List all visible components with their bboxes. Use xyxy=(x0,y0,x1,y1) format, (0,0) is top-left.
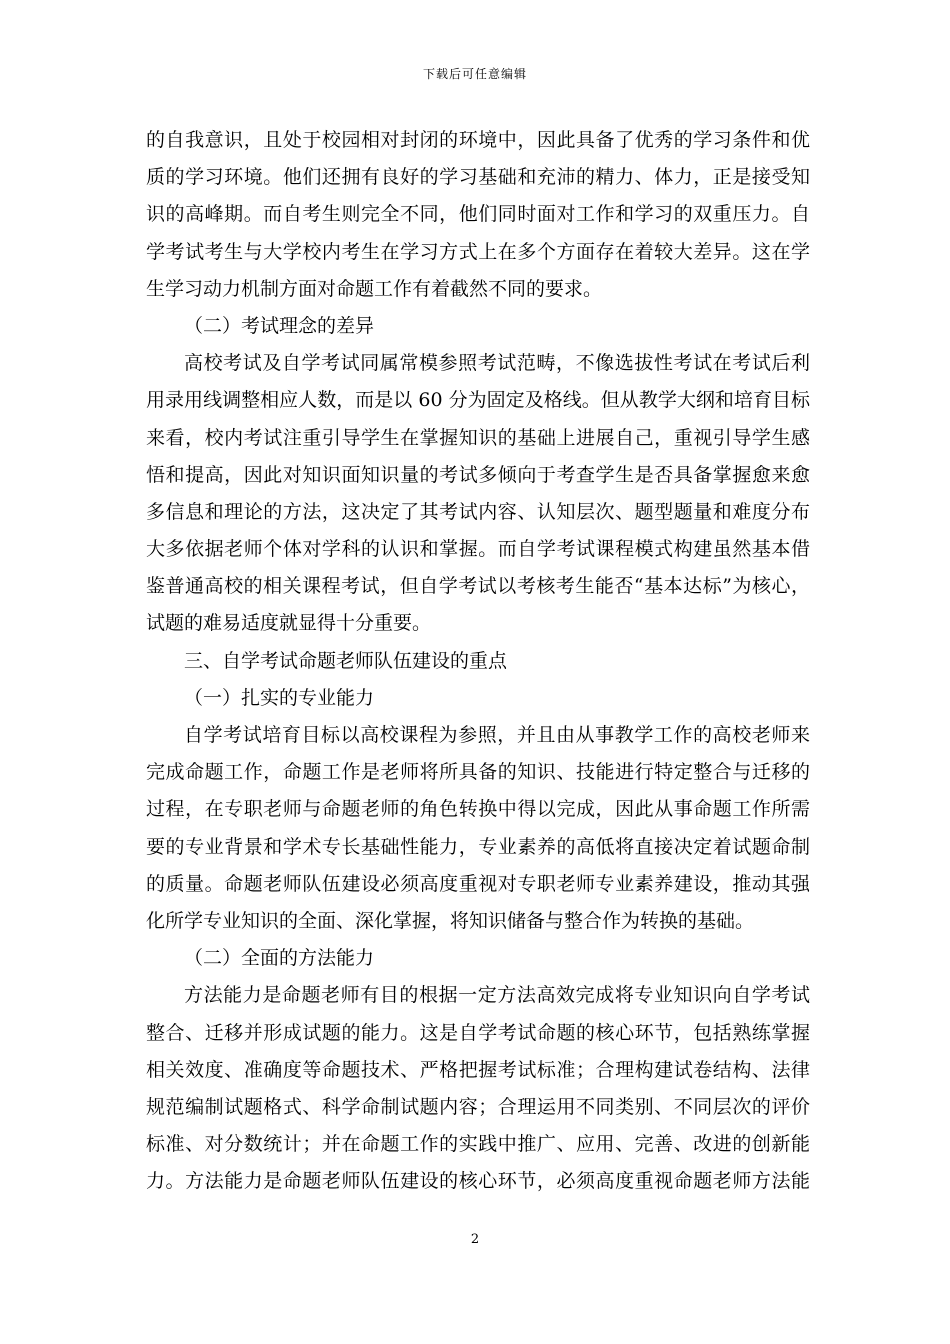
body-line: 的质量。命题老师队伍建设必须高度重视对专职老师专业素养建设，推动其强 xyxy=(146,872,810,895)
section-heading: （二）考试理念的差异 xyxy=(184,314,375,337)
body-line: 化所学专业知识的全面、深化掌握，将知识储备与整合作为转换的基础。 xyxy=(146,909,755,932)
section-heading: 三、自学考试命题老师队伍建设的重点 xyxy=(184,649,508,672)
body-line: 来看，校内考试注重引导学生在掌握知识的基础上进展自己，重视引导学生感 xyxy=(146,426,810,449)
body-line: 高校考试及自学考试同属常模参照考试范畴，不像选拔性考试在考试后利 xyxy=(184,352,810,375)
body-line: 生学习动力机制方面对命题工作有着截然不同的要求。 xyxy=(146,277,603,300)
body-line: 试题的难易适度就显得十分重要。 xyxy=(146,612,432,635)
body-line: 多信息和理论的方法，这决定了其考试内容、认知层次、题型题量和难度分布 xyxy=(146,500,810,523)
body-line: 质的学习环境。他们还拥有良好的学习基础和充沛的精力、体力，正是接受知 xyxy=(146,166,810,189)
document-body xyxy=(146,122,810,1200)
body-line: 自学考试培育目标以高校课程为参照，并且由从事教学工作的高校老师来 xyxy=(184,724,810,746)
body-line: 鉴普通高校的相关课程考试，但自学考试以考核考生能否“基本达标”为核心， xyxy=(146,575,810,598)
body-line: 的自我意识，且处于校园相对封闭的环境中，因此具备了优秀的学习条件和优 xyxy=(146,129,810,151)
section-heading: （一）扎实的专业能力 xyxy=(184,686,375,709)
body-line: 过程，在专职老师与命题老师的角色转换中得以完成，因此从事命题工作所需 xyxy=(146,798,810,821)
body-line: 识的高峰期。而自考生则完全不同，他们同时面对工作和学习的双重压力。自 xyxy=(146,203,810,226)
body-line: 要的专业背景和学术专长基础性能力，专业素养的高低将直接决定着试题命制 xyxy=(146,835,810,858)
page-number: 2 xyxy=(470,1232,480,1247)
body-line: 标准、对分数统计；并在命题工作的实践中推广、应用、完善、改进的创新能 xyxy=(146,1133,810,1156)
body-line: 相关效度、准确度等命题技术、严格把握考试标准；合理构建试卷结构、法律 xyxy=(146,1058,810,1081)
body-line: 悟和提高，因此对知识面知识量的考试多倾向于考查学生是否具备掌握愈来愈 xyxy=(146,463,810,486)
body-line: 方法能力是命题老师有目的根据一定方法高效完成将专业知识向自学考试 xyxy=(184,984,810,1007)
body-line: 用录用线调整相应人数，而是以 60 分为固定及格线。但从教学大纲和培育目标 xyxy=(146,389,810,412)
body-line: 力。方法能力是命题老师队伍建设的核心环节，必须高度重视命题老师方法能 xyxy=(146,1170,810,1193)
body-line: 规范编制试题格式、科学命制试题内容；合理运用不同类别、不同层次的评价 xyxy=(146,1095,810,1118)
body-line: 大多依据老师个体对学科的认识和掌握。而自学考试课程模式构建虽然基本借 xyxy=(146,538,810,561)
page-header: 下载后可任意编辑 xyxy=(422,67,527,81)
body-line: 整合、迁移并形成试题的能力。这是自学考试命题的核心环节，包括熟练掌握 xyxy=(146,1021,810,1044)
body-line: 完成命题工作，命题工作是老师将所具备的知识、技能进行特定整合与迁移的 xyxy=(146,761,810,784)
section-heading: （二）全面的方法能力 xyxy=(184,947,375,970)
body-line: 学考试考生与大学校内考生在学习方式上在多个方面存在着较大差异。这在学 xyxy=(146,240,810,263)
